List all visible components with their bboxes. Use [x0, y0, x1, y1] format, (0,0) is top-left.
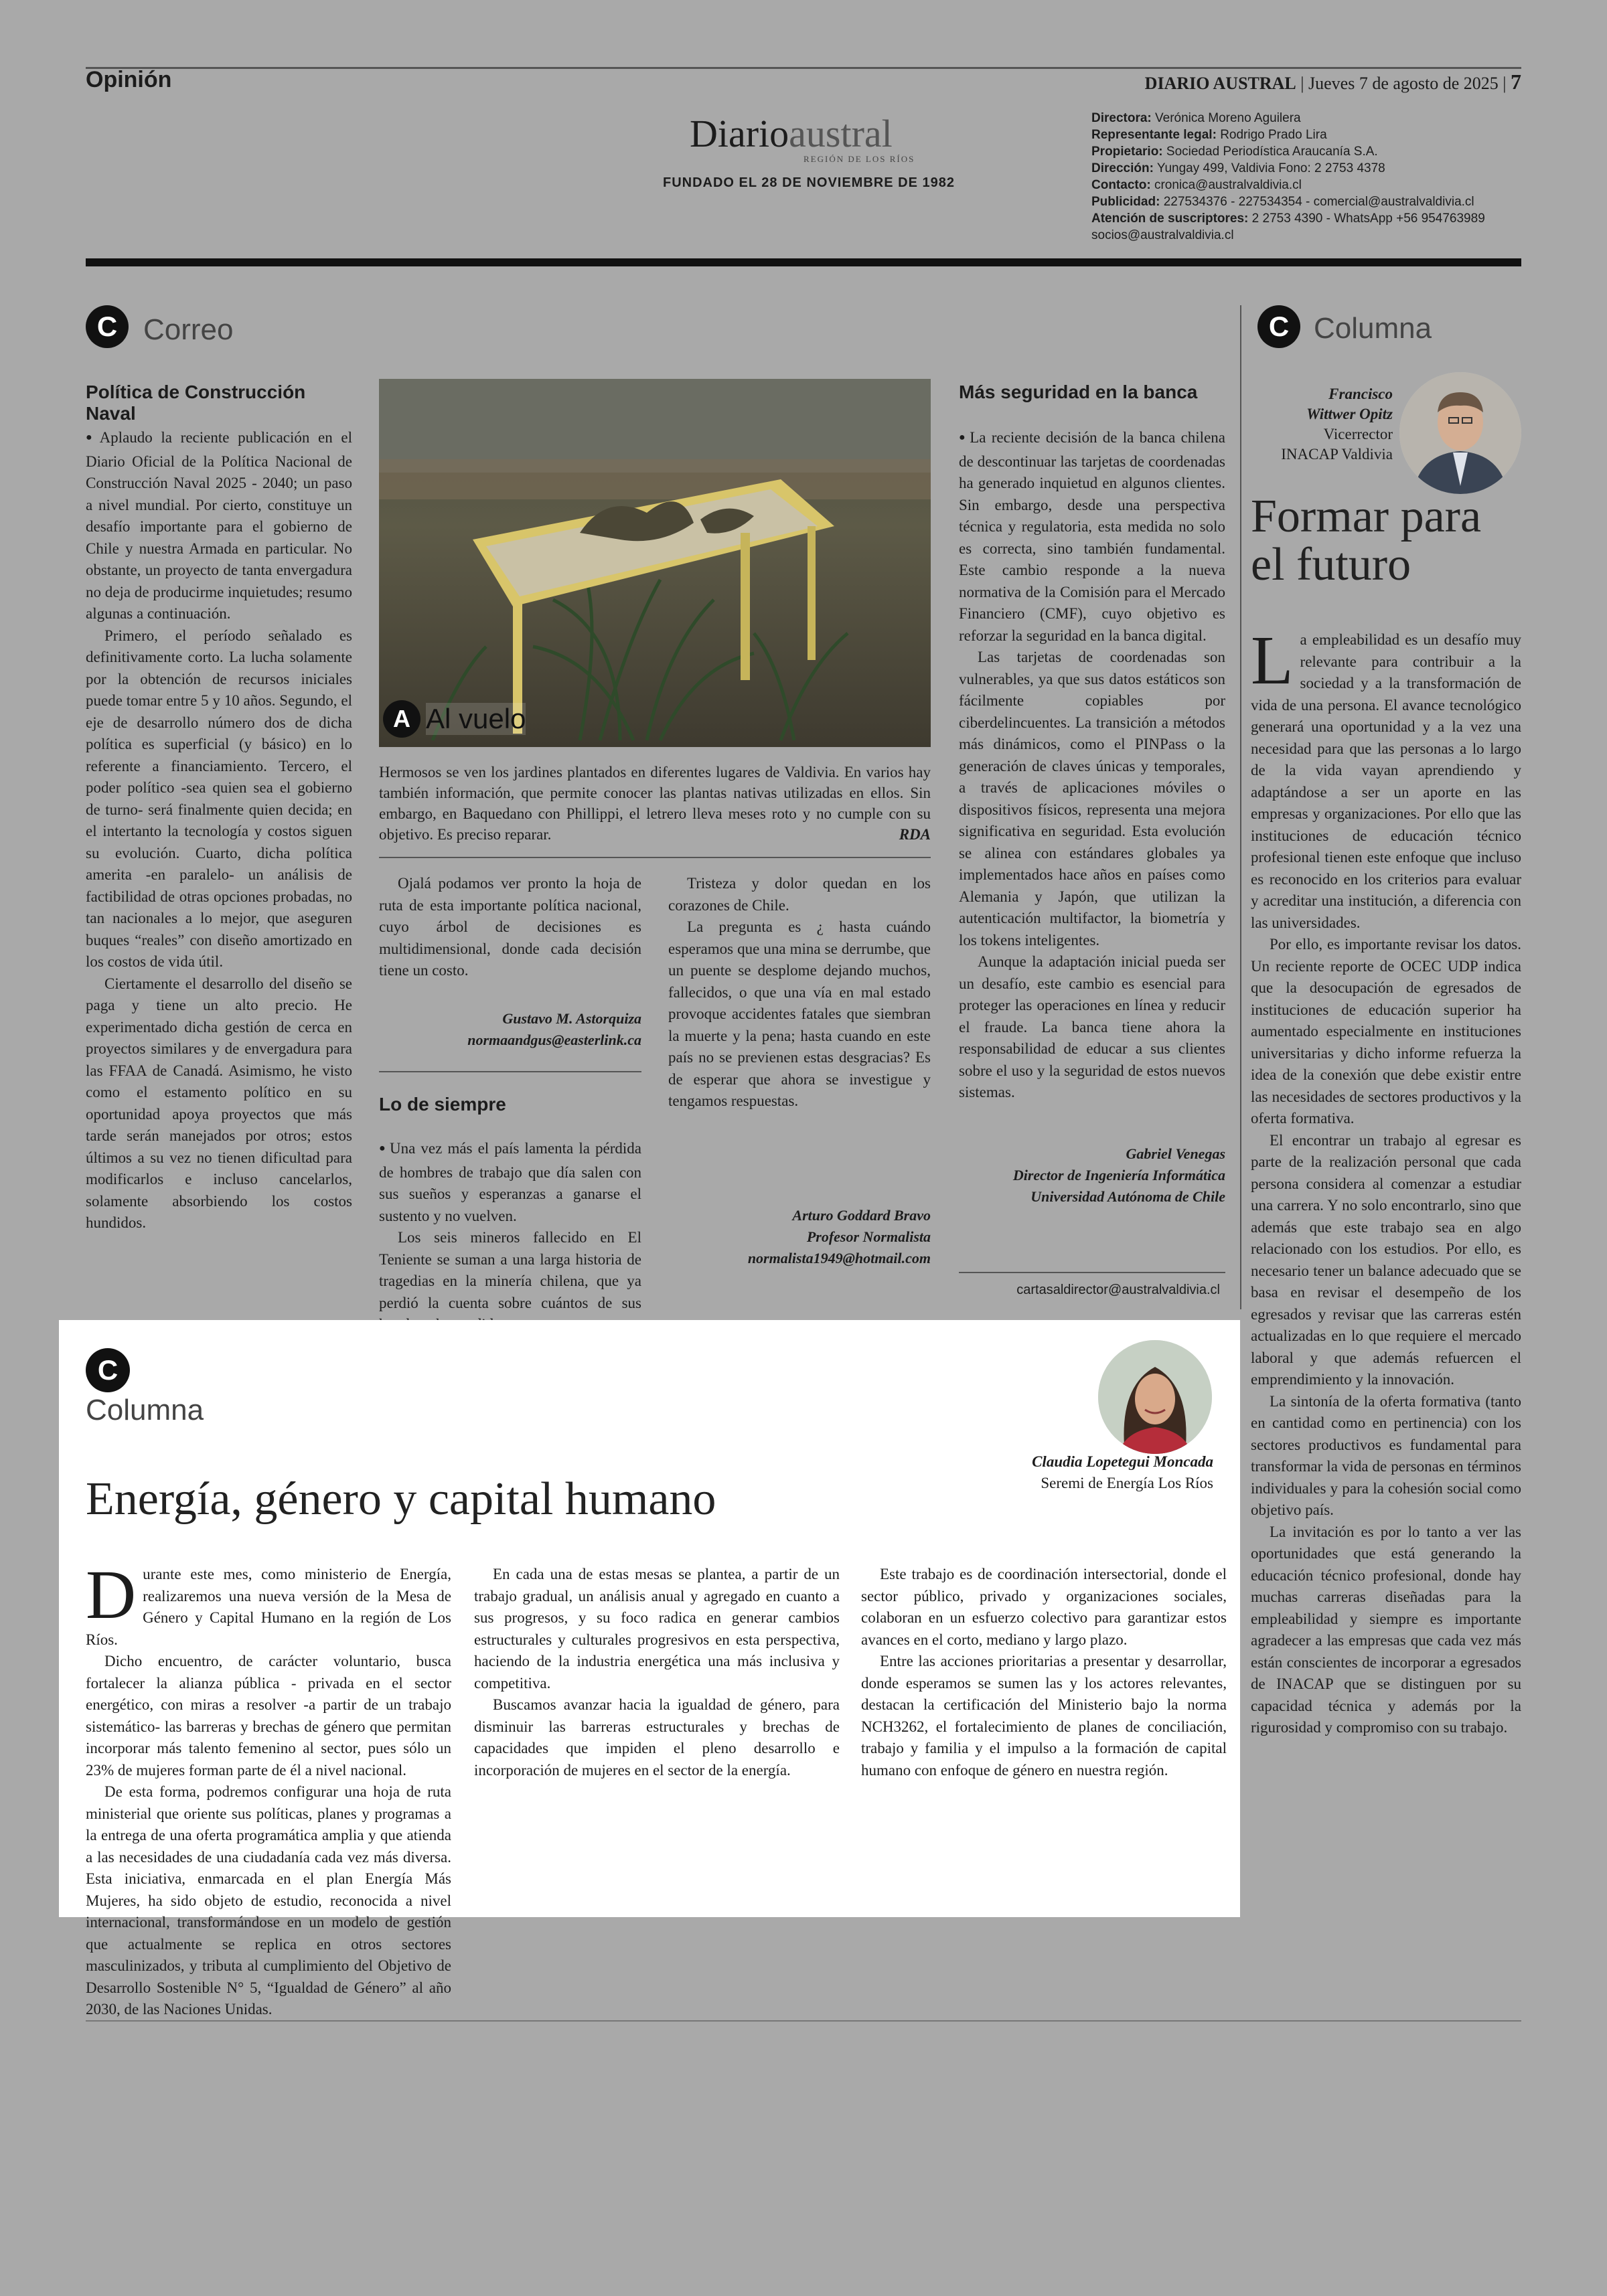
bottom-dropcap: D — [86, 1556, 137, 1633]
correo-label: Correo — [143, 313, 234, 346]
columna-bottom-col1 — [86, 1556, 451, 2021]
dateline: DIARIO AUSTRAL | Jueves 7 de agosto de 2025 | 7 — [1144, 70, 1521, 94]
correo-badge: C — [86, 305, 129, 348]
bottom-first-para: urante este mes, como ministerio de Energía, realizaremos una nueva versión de la Mesa de Género y Capital Humano en la región de Los Ríos. — [86, 1566, 451, 1648]
masthead — [1091, 110, 1520, 244]
author-photo-wittwer — [1399, 372, 1521, 494]
masthead-line — [1091, 227, 1520, 244]
section-name: Opinión — [86, 67, 172, 92]
letter3-para: ● La reciente decisión de la banca chilena de descontinuar las tarjetas de coordenadas ha generado inquietud en algunos clientes. Sin embargo, desde una perspectiva técnica y regulatoria, esta medida no solo es correcta, sino también fundamental. Este cambio responde a la nueva normativa de la Comisión para el Mercado Financiero (CMF), cuyo objetivo es reforzar la seguridad en la banca digital. — [959, 427, 1225, 647]
bottom-para: Dicho encuentro, de carácter voluntario, busca fortalecer la alianza pública - privada en el sector energético, con miras a resolver -a partir de un trabajo sistemático- las barreras y brechas de género que permitan incorporar más talento femenino al sector, pues sólo un 23% de mujeres forman parte de él a nivel nacional. — [86, 1653, 451, 1779]
masthead-value: socios@australvaldivia.cl — [1091, 228, 1234, 242]
masthead-key: Atención de suscriptores: — [1091, 212, 1249, 226]
bottom-para: Buscamos avanzar hacia la igualdad de género, para disminuir las barreras estructurales y brechas de capacidades que impiden el pleno desarrollo e incorporación de mujeres en el sector de la energía. — [474, 1696, 840, 1779]
letter3-role2: Universidad Autónoma de Chile — [1030, 1188, 1225, 1205]
logo-diario: Diario — [690, 112, 789, 155]
logo-subtitle: REGIÓN DE LOS RÍOS — [804, 154, 915, 164]
masthead-value: Verónica Moreno Aguilera — [1155, 111, 1301, 125]
masthead-value: Sociedad Periodística Araucanía S.A. — [1166, 145, 1378, 159]
logo-austral: austral — [789, 112, 893, 155]
columna-bottom-badge: C — [86, 1348, 130, 1392]
letter3-body — [959, 427, 1225, 1104]
columna-bottom-col3 — [861, 1564, 1227, 1781]
al-vuelo-photo — [379, 379, 931, 747]
caption-credit: RDA — [899, 826, 931, 843]
page-number: 7 — [1511, 70, 1521, 94]
right-first-para: a empleabilidad es un desafío muy relevante para contribuir a la sociedad y a la transformación de vida de una persona. El avance tecnológico generará una oportunidad y a la vez una necesidad para que las personas a lo largo de la vida vayan aprendiendo y adaptándose a ser un aporte en las empresas y organizaciones. Por ello que las instituciones de educación técnico profesional tienen este enfoque que incluso es reconocido en los criterios para evaluar y acreditar una institución, a diferencia con las universidades. — [1251, 631, 1521, 931]
al-vuelo-badge: A — [383, 700, 420, 738]
author-photo-lopetegui — [1098, 1340, 1212, 1454]
columna-right-byline — [1259, 384, 1393, 465]
masthead-key: Directora: — [1091, 111, 1152, 125]
caption-text: Hermosos se ven los jardines plantados en diferentes lugares de Valdivia. En varios hay también información, que permite conocer las plantas nativas utilizadas en ellos. Sin embargo, en Baquedano con Phillippi, el letrero lleva meses roto y no cumple con su objetivo. Es preciso reparar. — [379, 764, 931, 843]
letter2-body-a — [379, 1138, 641, 1336]
letter1-para: ● Aplaudo la reciente publicación en el Diario Oficial de la Política Nacional de Construcción Naval 2025 - 2040; un paso a nivel mundial. Por cierto, constituye un desafío importante para el gobierno de Chile y nuestra Armada en particular. No obstante, un proyecto de tanta envergadura no deja de producirme inquietudes; resumo algunas a continuación. — [86, 427, 352, 625]
right-para: El encontrar un trabajo al egresar es parte de la realización personal que cada persona considera al comenzar a estudiar una carrera. Y no solo encontrarlo, sino que además que este trabajo sea en algo relacionado con los estudios. Por ello, es necesario tener un balance adecuado que se basa en revisar el desempeño de los egresados y revisar que las carreras estén actualizadas en lo que requiere el mercado laboral y que además refuercen el emprendimiento y la innovación. — [1251, 1131, 1521, 1388]
right-dropcap: L — [1251, 622, 1294, 699]
masthead-line — [1091, 193, 1520, 210]
masthead-line — [1091, 210, 1520, 227]
columna-bottom-byline — [924, 1451, 1213, 1494]
letter3-role1: Director de Ingeniería Informática — [1012, 1167, 1225, 1183]
bottom-para: Este trabajo es de coordinación intersectorial, donde el sector público, privado y organizaciones sociales, colaboran en un esfuerzo colectivo para garantizar estos avances en el corto, mediano y largo plazo. — [861, 1566, 1227, 1648]
masthead-key: Representante legal: — [1091, 128, 1217, 142]
masthead-line — [1091, 143, 1520, 160]
letter1-para: Primero, el período señalado es definitivamente corto. La lucha solamente por la obtención de recursos iniciales puede tomar entre 5 y 10 años. Segundo, el eje de desarrollo número dos de dicha política es superficial (y básico) en lo referente a financiamiento. Tercero, el poder político -sea quien sea el gobierno de turno- será finalmente quien decida; en el intertanto la tecnología y costos siguen su evolución. Cuarto, dicha política amerita -en paralelo- un análisis de factibilidad de otras opciones probadas, no tan nacionales a lo mejor, que aseguren buques “reales” con diseño amortizado en los costos de vida útil. — [86, 627, 352, 970]
logo — [690, 111, 915, 164]
letter2-para: Los seis mineros fallecido en El Teniente se suman a una larga historia de tragedias en la minería chilena, que ya perdió la cuenta sobre cuántos de sus — [379, 1229, 641, 1311]
columna-right-body — [1251, 622, 1521, 1739]
masthead-value: Yungay 499, Valdivia Fono: 2 2753 4378 — [1156, 161, 1385, 175]
masthead-line — [1091, 127, 1520, 143]
letter2-author: Arturo Goddard Bravo — [792, 1207, 931, 1224]
letter1-body — [86, 427, 352, 1234]
right-author-name2: Wittwer Opitz — [1306, 406, 1393, 422]
right-author-role2: INACAP Valdivia — [1281, 446, 1393, 463]
bottom-role: Seremi de Energía Los Ríos — [1041, 1475, 1213, 1491]
masthead-line — [1091, 177, 1520, 193]
letter1-para: Ciertamente el desarrollo del diseño se paga y tiene un alto precio. He experimentado dicha gestión de cerca en proyectos similares y de envergadura para las FFAA de Canadá. Asimismo, he visto como el estamento político en su oportunidad apoya proyectos que más tarde serán manejados por otros; estos últimos a su vez no tienen dificultad para modificarlos e incluso cancelarlos, solamente absorbiendo los costos hundidos. — [86, 975, 352, 1231]
masthead-key: Publicidad: — [1091, 195, 1160, 209]
letters-email: cartasaldirector@australvaldivia.cl — [1016, 1283, 1220, 1297]
masthead-value: 2 2753 4390 - WhatsApp +56 954763989 — [1251, 212, 1485, 226]
letter2-body-b — [668, 873, 931, 1113]
right-author-name1: Francisco — [1328, 386, 1393, 402]
right-para: La sintonía de la oferta formativa (tanto en cantidad como en pertinencia) con los sectores productivos es fundamental para transformar la vida de personas en términos individuales y para la cohesión social como objetivo país. — [1251, 1392, 1521, 1518]
bottom-para: Entre las acciones prioritarias a presentar y desarrollar, donde esperamos se sumen las y los actores relevantes, destacan la certificación del Ministerio bajo la norma NCH3262, el fortalecimiento de planes de conciliación, trabajo y familia y el impulso a la formación de capital humano con enfoque de género en nuestra región. — [861, 1653, 1227, 1779]
letter2-role: Profesor Normalista — [806, 1228, 931, 1245]
letter3-para: Las tarjetas de coordenadas son vulnerables, ya que sus datos estáticos son fácilmente copiables por ciberdelincuentes. La transición a métodos más dinámicos, como el PINPass o la generación de claves únicas y temporales, a través de aplicaciones móviles o dispositivos físicos, representa una mejora significativa en seguridad. Esta evolución se alinea con estándares globales ya implementados hace años en países como Alemania y Japón, que utilizan la autenticación multifactor, la biometría y los tokens inteligentes. — [959, 649, 1225, 949]
columna-bottom-label: Columna — [86, 1394, 204, 1426]
columna-bottom-col2 — [474, 1564, 840, 1781]
letter1-cont-para: Ojalá podamos ver pronto la hoja de ruta de esta importante política nacional, cuyo árbol de decisiones es multidimensional, donde cada decisión tiene un costo. — [379, 875, 641, 979]
letter2-para: La pregunta es ¿ hasta cuándo esperamos que una mina se derrumbe, que un puente se desplome dejando muchos, fallecidos, o que una vía en mal estado provoque accidentes fatales que siembran la muerte y la pena; hasta cuando en este país no se previenen estas desgracias? Es de esperar que ahora se investigue y tengamos respuestas. — [668, 918, 931, 1109]
columna-right-label: Columna — [1314, 312, 1432, 345]
letter1-continuation — [379, 873, 641, 982]
masthead-value: Rodrigo Prado Lira — [1220, 128, 1327, 142]
bottom-para: De esta forma, podremos configurar una hoja de ruta ministerial que oriente sus políticas, planes y programas a la entrega de una oferta programática amplia y que atienda a las necesidades de una ciudadanía cada vez más diversa. Esta iniciativa, enmarcada en el plan Energía Más Mujeres, ha sido objeto de estudio, reconocida a nivel internacional, transformándose en un modelo de gestión que actualmente se replica en otros sectores masculinizados, y tributa al cumplimiento del Objetivo de Desarrollo Sostenible N° 5, “Igualdad de Género” al año 2030, de las Naciones Unidas. — [86, 1783, 451, 2018]
letter2-para: ● Una vez más el país lamenta la pérdida de hombres de trabajo que día salen con sus sueños y esperanzas a ganarse el sustento y no vuelven. — [379, 1138, 641, 1227]
masthead-key: Propietario: — [1091, 145, 1163, 159]
letter3-author: Gabriel Venegas — [1126, 1145, 1225, 1162]
right-author-role1: Vicerrector — [1323, 426, 1393, 442]
masthead-key: Dirección: — [1091, 161, 1154, 175]
paper-name: DIARIO AUSTRAL — [1144, 74, 1296, 93]
letter3-para: Aunque la adaptación inicial pueda ser un desafío, este cambio es esencial para proteger las operaciones en línea y reducir el fraude. La banca tiene ahora la responsabilidad de educar a sus clientes sobre el uso y la seguridad de estos nuevos sistemas. — [959, 953, 1225, 1100]
letter3-signature — [959, 1143, 1225, 1208]
right-para: La invitación es por lo tanto a ver las oportunidades que está generando la educación técnico profesional, donde hay muchas carreras diseñadas para la empleabilidad y siempre es importante agradecer a las empresas que cada vez más están conscientes de incorporar a egresados de INACAP que se distinguen por su capacidad técnica y además por la rigurosidad y compromiso con su trabajo. — [1251, 1523, 1521, 1736]
masthead-key: Contacto: — [1091, 178, 1151, 192]
letter2-para: Tristeza y dolor quedan en los corazones de Chile. — [668, 875, 931, 914]
letter1-title: Política de Construcción Naval — [86, 382, 306, 424]
photo-garden-sign — [379, 379, 931, 747]
letter2-signature — [668, 1205, 931, 1269]
founded-line: FUNDADO EL 28 DE NOVIEMBRE DE 1982 — [663, 175, 955, 190]
letter3-title: Más seguridad en la banca — [959, 382, 1198, 402]
right-para: Por ello, es importante revisar los datos. Un reciente reporte de OCEC UDP indica que la desocupación de egresados de instituciones de educación superior ha aumentado especialmente en instituciones universitarias y dicho informe refuerza la idea de la conexión que debe existir entre las necesidades de sectores productivos y la oferta formativa. — [1251, 936, 1521, 1127]
masthead-line — [1091, 110, 1520, 127]
issue-date: Jueves 7 de agosto de 2025 — [1308, 74, 1499, 93]
al-vuelo-label: Al vuelo — [426, 703, 526, 734]
masthead-value: 227534376 - 227534354 - comercial@australvaldivia.cl — [1163, 195, 1474, 209]
letter1-author: Gustavo M. Astorquiza — [502, 1010, 641, 1027]
columna-bottom-headline: Energía, género y capital humano — [86, 1473, 716, 1525]
columna-right-headline: Formar para el futuro — [1251, 491, 1482, 590]
masthead-value: cronica@australvaldivia.cl — [1154, 178, 1302, 192]
letter1-signature — [379, 1008, 641, 1051]
columna-right-badge: C — [1257, 305, 1300, 348]
masthead-line — [1091, 160, 1520, 177]
bottom-para: En cada una de estas mesas se plantea, a partir de un trabajo gradual, un análisis anual y agregado en cuanto a sus progresos, y su foco radica en generar cambios estructurales y culturales progresivos en esta perspectiva, haciendo de la industria energética una más inclusiva y competitiva. — [474, 1566, 840, 1692]
al-vuelo-caption — [379, 762, 931, 845]
letter2-email: normalista1949@hotmail.com — [747, 1250, 931, 1266]
bottom-author: Claudia Lopetegui Moncada — [1032, 1453, 1213, 1470]
letter1-email: normaandgus@easterlink.ca — [467, 1032, 641, 1048]
letter2-title: Lo de siempre — [379, 1094, 506, 1115]
